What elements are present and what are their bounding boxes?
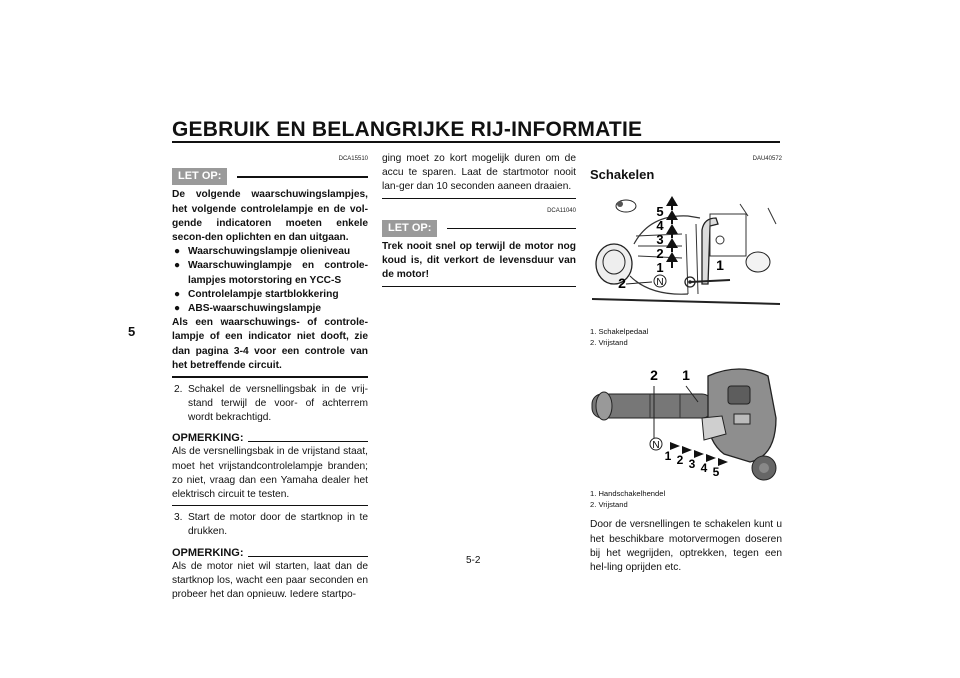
note-heading: OPMERKING: — [172, 431, 368, 445]
note-end-rule — [172, 505, 368, 506]
bullet-item: ● Controlelampje startblokkering — [172, 288, 368, 302]
note-text: Als de motor niet wil starten, laat dan de startknop los, wacht een paar seconden en probeer het dan opnieuw. Iedere startpo- — [172, 560, 368, 601]
column-3 — [590, 152, 782, 575]
page-number: 5-2 — [466, 555, 481, 566]
gear-label-n: N — [652, 440, 660, 452]
chapter-tab: 5 — [128, 324, 136, 339]
gear-label-4: 4 — [656, 218, 664, 234]
callout-1: 1 — [682, 367, 690, 384]
note-heading: OPMERKING: — [172, 546, 368, 560]
body-text: ging moet zo kort mogelijk duren om de accu te sparen. Laat de startmotor nooit lan-ger dan 10 seconden aaneen draaien. — [382, 153, 576, 193]
gear-label-1: 1 — [664, 449, 672, 464]
title-rule — [172, 141, 780, 143]
reference-code: DCA15510 — [338, 156, 368, 162]
caution-text: De volgende waarschuwingslampjes, het volgende controlelampje en de vol-gende indicatoren moeten enkele secon-den oplichten en dan uitgaan. — [172, 189, 368, 244]
step-3: 3. Start de motor door de startknop in te drukken. — [174, 512, 368, 538]
note-end-rule — [382, 198, 576, 199]
caution-end-rule — [382, 286, 576, 288]
gear-label-5: 5 — [712, 465, 720, 480]
gear-label-3: 3 — [688, 457, 696, 472]
section-title: Schakelen — [590, 167, 655, 183]
column-2 — [382, 152, 576, 292]
bullet-icon: ● — [174, 246, 181, 258]
caution-heading — [382, 220, 576, 237]
callout-2: 2 — [650, 367, 658, 384]
figure-caption: 2. Vrijstand — [590, 338, 628, 348]
callout-1: 1 — [716, 257, 724, 274]
shift-pedal-illustration — [590, 184, 782, 324]
bullet-item: ● Waarschuwingslampje olieniveau — [172, 245, 368, 259]
bullet-icon: ● — [174, 288, 181, 300]
gear-label-2: 2 — [656, 246, 664, 262]
gear-label-1: 1 — [656, 260, 664, 276]
bullet-item: ● ABS-waarschuwingslampje — [172, 302, 368, 316]
body-text: Door de versnellingen te schakelen kunt u het beschikbare motorvermogen doseren bij het wegrijden, optrekken, tegen een hel-ling oprijden etc. — [590, 519, 782, 574]
bullet-icon: ● — [174, 303, 181, 315]
callout-2: 2 — [618, 275, 626, 292]
column-1 — [172, 152, 368, 602]
caution-label: LET OP: — [382, 220, 437, 237]
gear-label-5: 5 — [656, 204, 664, 220]
reference-code: DCA11040 — [547, 207, 576, 214]
gear-label-n: N — [656, 277, 664, 289]
figure-caption: 1. Schakelpedaal — [590, 327, 649, 337]
caution-rule — [447, 228, 576, 230]
caution-rule — [237, 176, 368, 178]
page-title: GEBRUIK EN BELANGRIJKE RIJ-INFORMATIE — [172, 118, 643, 141]
caution-heading — [172, 168, 368, 185]
caution-end-rule — [172, 376, 368, 378]
gear-label-2: 2 — [676, 453, 684, 468]
caution-label: LET OP: — [172, 168, 227, 185]
bullet-icon: ● — [174, 260, 181, 272]
bullet-item: ● Waarschuwinglampje en controle-lampjes motorstoring en YCC-S — [172, 259, 368, 287]
note-text: Als de versnellingsbak in de vrijstand staat, moet het vrijstandcontrolelampje branden; zo niet, vraag dan een Yamaha dealer het elektrisch circuit te testen. — [172, 446, 368, 500]
caution-text: Trek nooit snel op terwijl de motor nog koud is, dit verkort de levensduur van de motor! — [382, 241, 576, 281]
caution-text-2: Als een waarschuwings- of controle-lampje of een indicator niet dooft, zie dan pagina 3-4 voor een controle van het betreffende circuit. — [172, 317, 368, 371]
figure-caption: 2. Vrijstand — [590, 500, 628, 510]
handlebar-switch-illustration — [590, 356, 782, 486]
step-2: 2. Schakel de versnellingsbak in de vrij-stand terwijl de voor- of achterrem wordt bekrachtigd. — [174, 383, 368, 423]
gear-label-4: 4 — [700, 461, 708, 476]
gear-label-3: 3 — [656, 232, 664, 248]
figure-caption: 1. Handschakelhendel — [590, 489, 666, 499]
reference-code: DAU40572 — [752, 156, 782, 162]
